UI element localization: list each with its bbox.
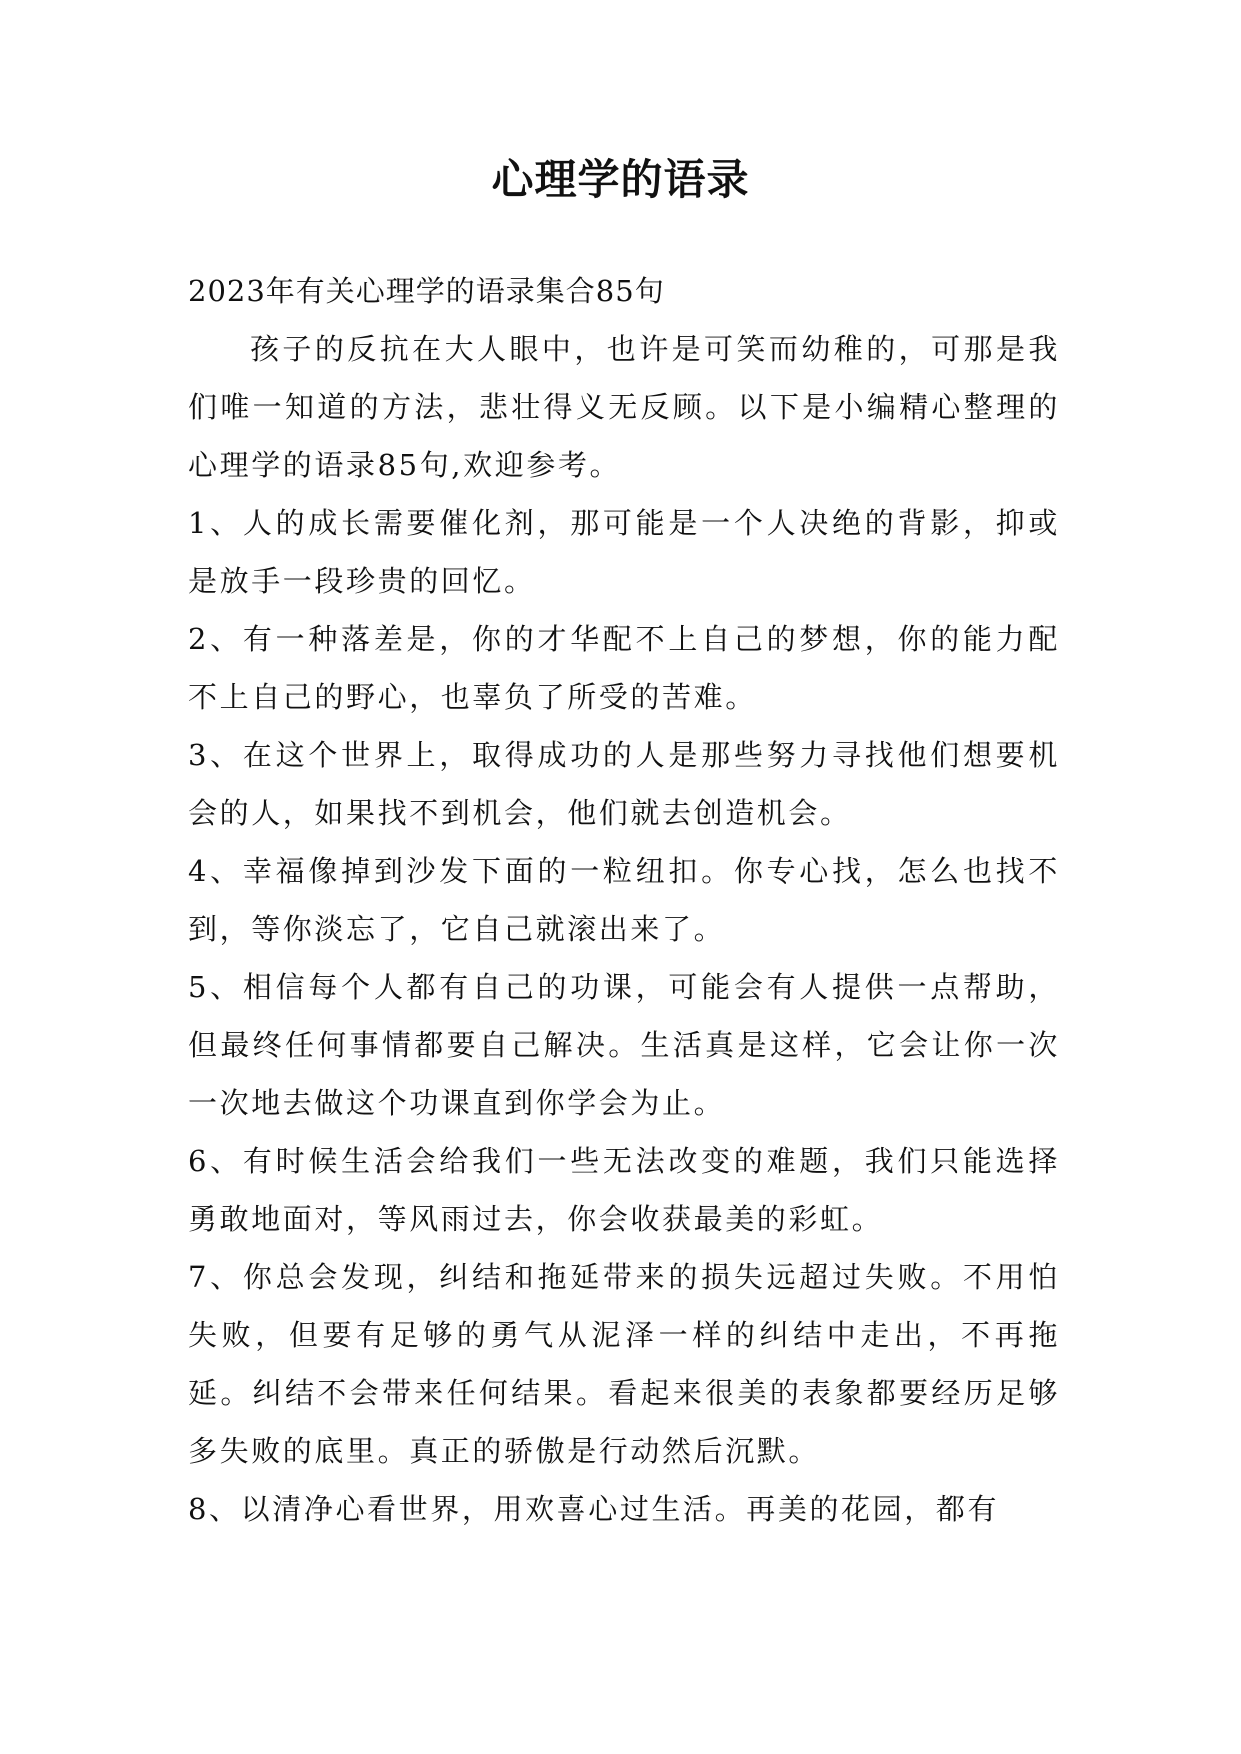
quote-paragraph: 5、相信每个人都有自己的功课，可能会有人提供一点帮助，但最终任何事情都要自己解决。生活真是这样，它会让你一次一次地去做这个功课直到你学会为止。 xyxy=(188,970,1060,1120)
page-title: 心理学的语录 xyxy=(491,155,750,204)
document-subtitle: 2023年有关心理学的语录集合85句 xyxy=(188,274,665,308)
quote-paragraph: 6、有时候生活会给我们一些无法改变的难题，我们只能选择勇敢地面对，等风雨过去，你会收获最美的彩虹。 xyxy=(188,1144,1060,1236)
quote-paragraph: 7、你总会发现，纠结和拖延带来的损失远超过失败。不用怕失败，但要有足够的勇气从泥泽一样的纠结中走出，不再拖延。纠结不会带来任何结果。看起来很美的表象都要经历足够多失败的底里。真正的骄傲是行动然后沉默。 xyxy=(188,1260,1060,1468)
quote-paragraph: 4、幸福像掉到沙发下面的一粒纽扣。你专心找，怎么也找不到，等你淡忘了，它自己就滚出来了。 xyxy=(188,854,1060,946)
quote-paragraph: 1、人的成长需要催化剂，那可能是一个人决绝的背影，抑或是放手一段珍贵的回忆。 xyxy=(188,506,1060,598)
quote-paragraph: 2、有一种落差是，你的才华配不上自己的梦想，你的能力配不上自己的野心，也辜负了所受的苦难。 xyxy=(188,622,1060,714)
document-body xyxy=(188,262,1060,1538)
quote-paragraph: 8、以清净心看世界，用欢喜心过生活。再美的花园，都有 xyxy=(188,1492,1000,1526)
quote-paragraph: 3、在这个世界上，取得成功的人是那些努力寻找他们想要机会的人，如果找不到机会，他们就去创造机会。 xyxy=(188,738,1060,830)
intro-paragraph: 孩子的反抗在大人眼中，也许是可笑而幼稚的，可那是我们唯一知道的方法，悲壮得义无反顾。以下是小编精心整理的心理学的语录85句,欢迎参考。 xyxy=(188,332,1060,482)
